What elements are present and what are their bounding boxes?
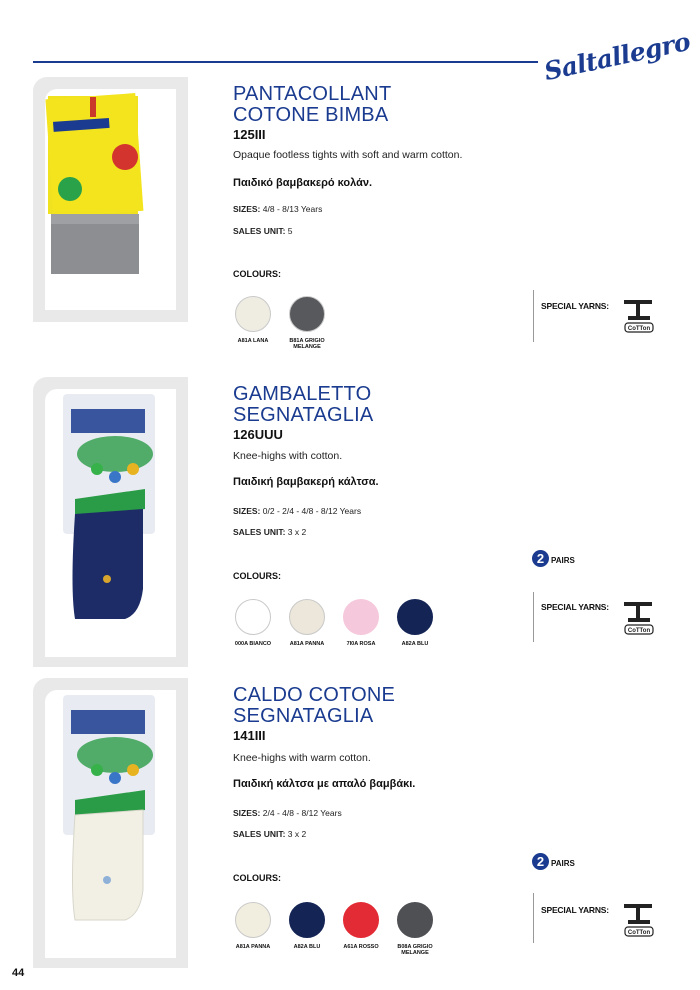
header-rule: [33, 61, 538, 63]
page-number: 44: [12, 967, 25, 979]
tights-package-illustration: [45, 89, 176, 310]
pairs-count: 2: [532, 550, 549, 567]
pairs-badge: [532, 550, 575, 567]
product-description: Knee-highs with warm cotton.: [233, 752, 371, 764]
product-code: 126UUU: [233, 427, 283, 442]
sales-unit-line: SALES UNIT: 3 x 2: [233, 829, 307, 839]
colour-swatches: [228, 296, 332, 350]
brand-logo: Saltallegro: [541, 26, 693, 87]
product-image-frame: [33, 678, 188, 968]
sizes-line: SIZES: 0/2 - 2/4 - 4/8 - 8/12 Years: [233, 506, 362, 516]
product-greek-description: Παιδική βαμβακερή κάλτσα.: [233, 476, 379, 488]
product-image: [45, 389, 176, 657]
product-title: GAMBALETTO SEGNATAGLIA: [233, 383, 374, 426]
product-title: PANTACOLLANT COTONE BIMBA: [233, 83, 392, 126]
product-greek-description: Παιδική κάλτσα με απαλό βαμβάκι.: [233, 778, 416, 790]
colour-swatch: A82A BLU: [390, 599, 440, 647]
colour-swatch: A61A ROSSO: [336, 902, 386, 956]
special-yarns-label: SPECIAL YARNS:: [541, 301, 609, 311]
colours-label: COLOURS:: [233, 571, 281, 581]
divider: [533, 893, 534, 943]
colour-swatch: B81A GRIGIO MELANGE: [282, 296, 332, 350]
pairs-count: 2: [532, 853, 549, 870]
svg-text:CoTTon: CoTTon: [627, 930, 651, 936]
special-yarns-label: SPECIAL YARNS:: [541, 602, 609, 612]
colour-swatches: [228, 599, 440, 647]
product-image-frame: [33, 377, 188, 667]
product-image: [45, 89, 176, 310]
colour-swatch: B08A GRIGIO MELANGE: [390, 902, 440, 956]
sizes-line: SIZES: 2/4 - 4/8 - 8/12 Years: [233, 808, 342, 818]
sales-unit-line: SALES UNIT: 5: [233, 226, 293, 236]
sizes-line: SIZES: 4/8 - 8/13 Years: [233, 204, 323, 214]
colour-swatch: A82A BLU: [282, 902, 332, 956]
sales-unit-line: SALES UNIT: 3 x 2: [233, 527, 307, 537]
product-greek-description: Παιδικό βαμβακερό κολάν.: [233, 177, 373, 189]
colour-swatch: A81A PANNA: [282, 599, 332, 647]
cotton-yarn-icon: [622, 298, 656, 334]
product-code: 141III: [233, 728, 266, 743]
svg-text:CoTTon: CoTTon: [627, 326, 651, 332]
colour-swatch: 000A BIANCO: [228, 599, 278, 647]
divider: [533, 290, 534, 342]
pairs-label: PAIRS: [551, 556, 575, 565]
product-description: Knee-highs with cotton.: [233, 450, 343, 462]
cotton-yarn-icon: [622, 600, 656, 636]
pairs-label: PAIRS: [551, 859, 575, 868]
special-yarns-label: SPECIAL YARNS:: [541, 905, 609, 915]
knee-highs-package-illustration: [45, 389, 176, 657]
colour-swatch: A81A PANNA: [228, 902, 278, 956]
cotton-yarn-icon: [622, 902, 656, 938]
colour-swatch: A81A LANA: [228, 296, 278, 350]
colours-label: COLOURS:: [233, 269, 281, 279]
product-image-frame: [33, 77, 188, 322]
colour-swatches: [228, 902, 440, 956]
pairs-badge: [532, 853, 575, 870]
colour-swatch: 7I0A ROSA: [336, 599, 386, 647]
product-description: Opaque footless tights with soft and warm cotton.: [233, 149, 463, 161]
svg-text:CoTTon: CoTTon: [627, 628, 651, 634]
knee-highs-package-illustration: [45, 690, 176, 958]
product-image: [45, 690, 176, 958]
product-title: CALDO COTONE SEGNATAGLIA: [233, 684, 396, 727]
colours-label: COLOURS:: [233, 873, 281, 883]
divider: [533, 592, 534, 642]
product-code: 125III: [233, 127, 266, 142]
